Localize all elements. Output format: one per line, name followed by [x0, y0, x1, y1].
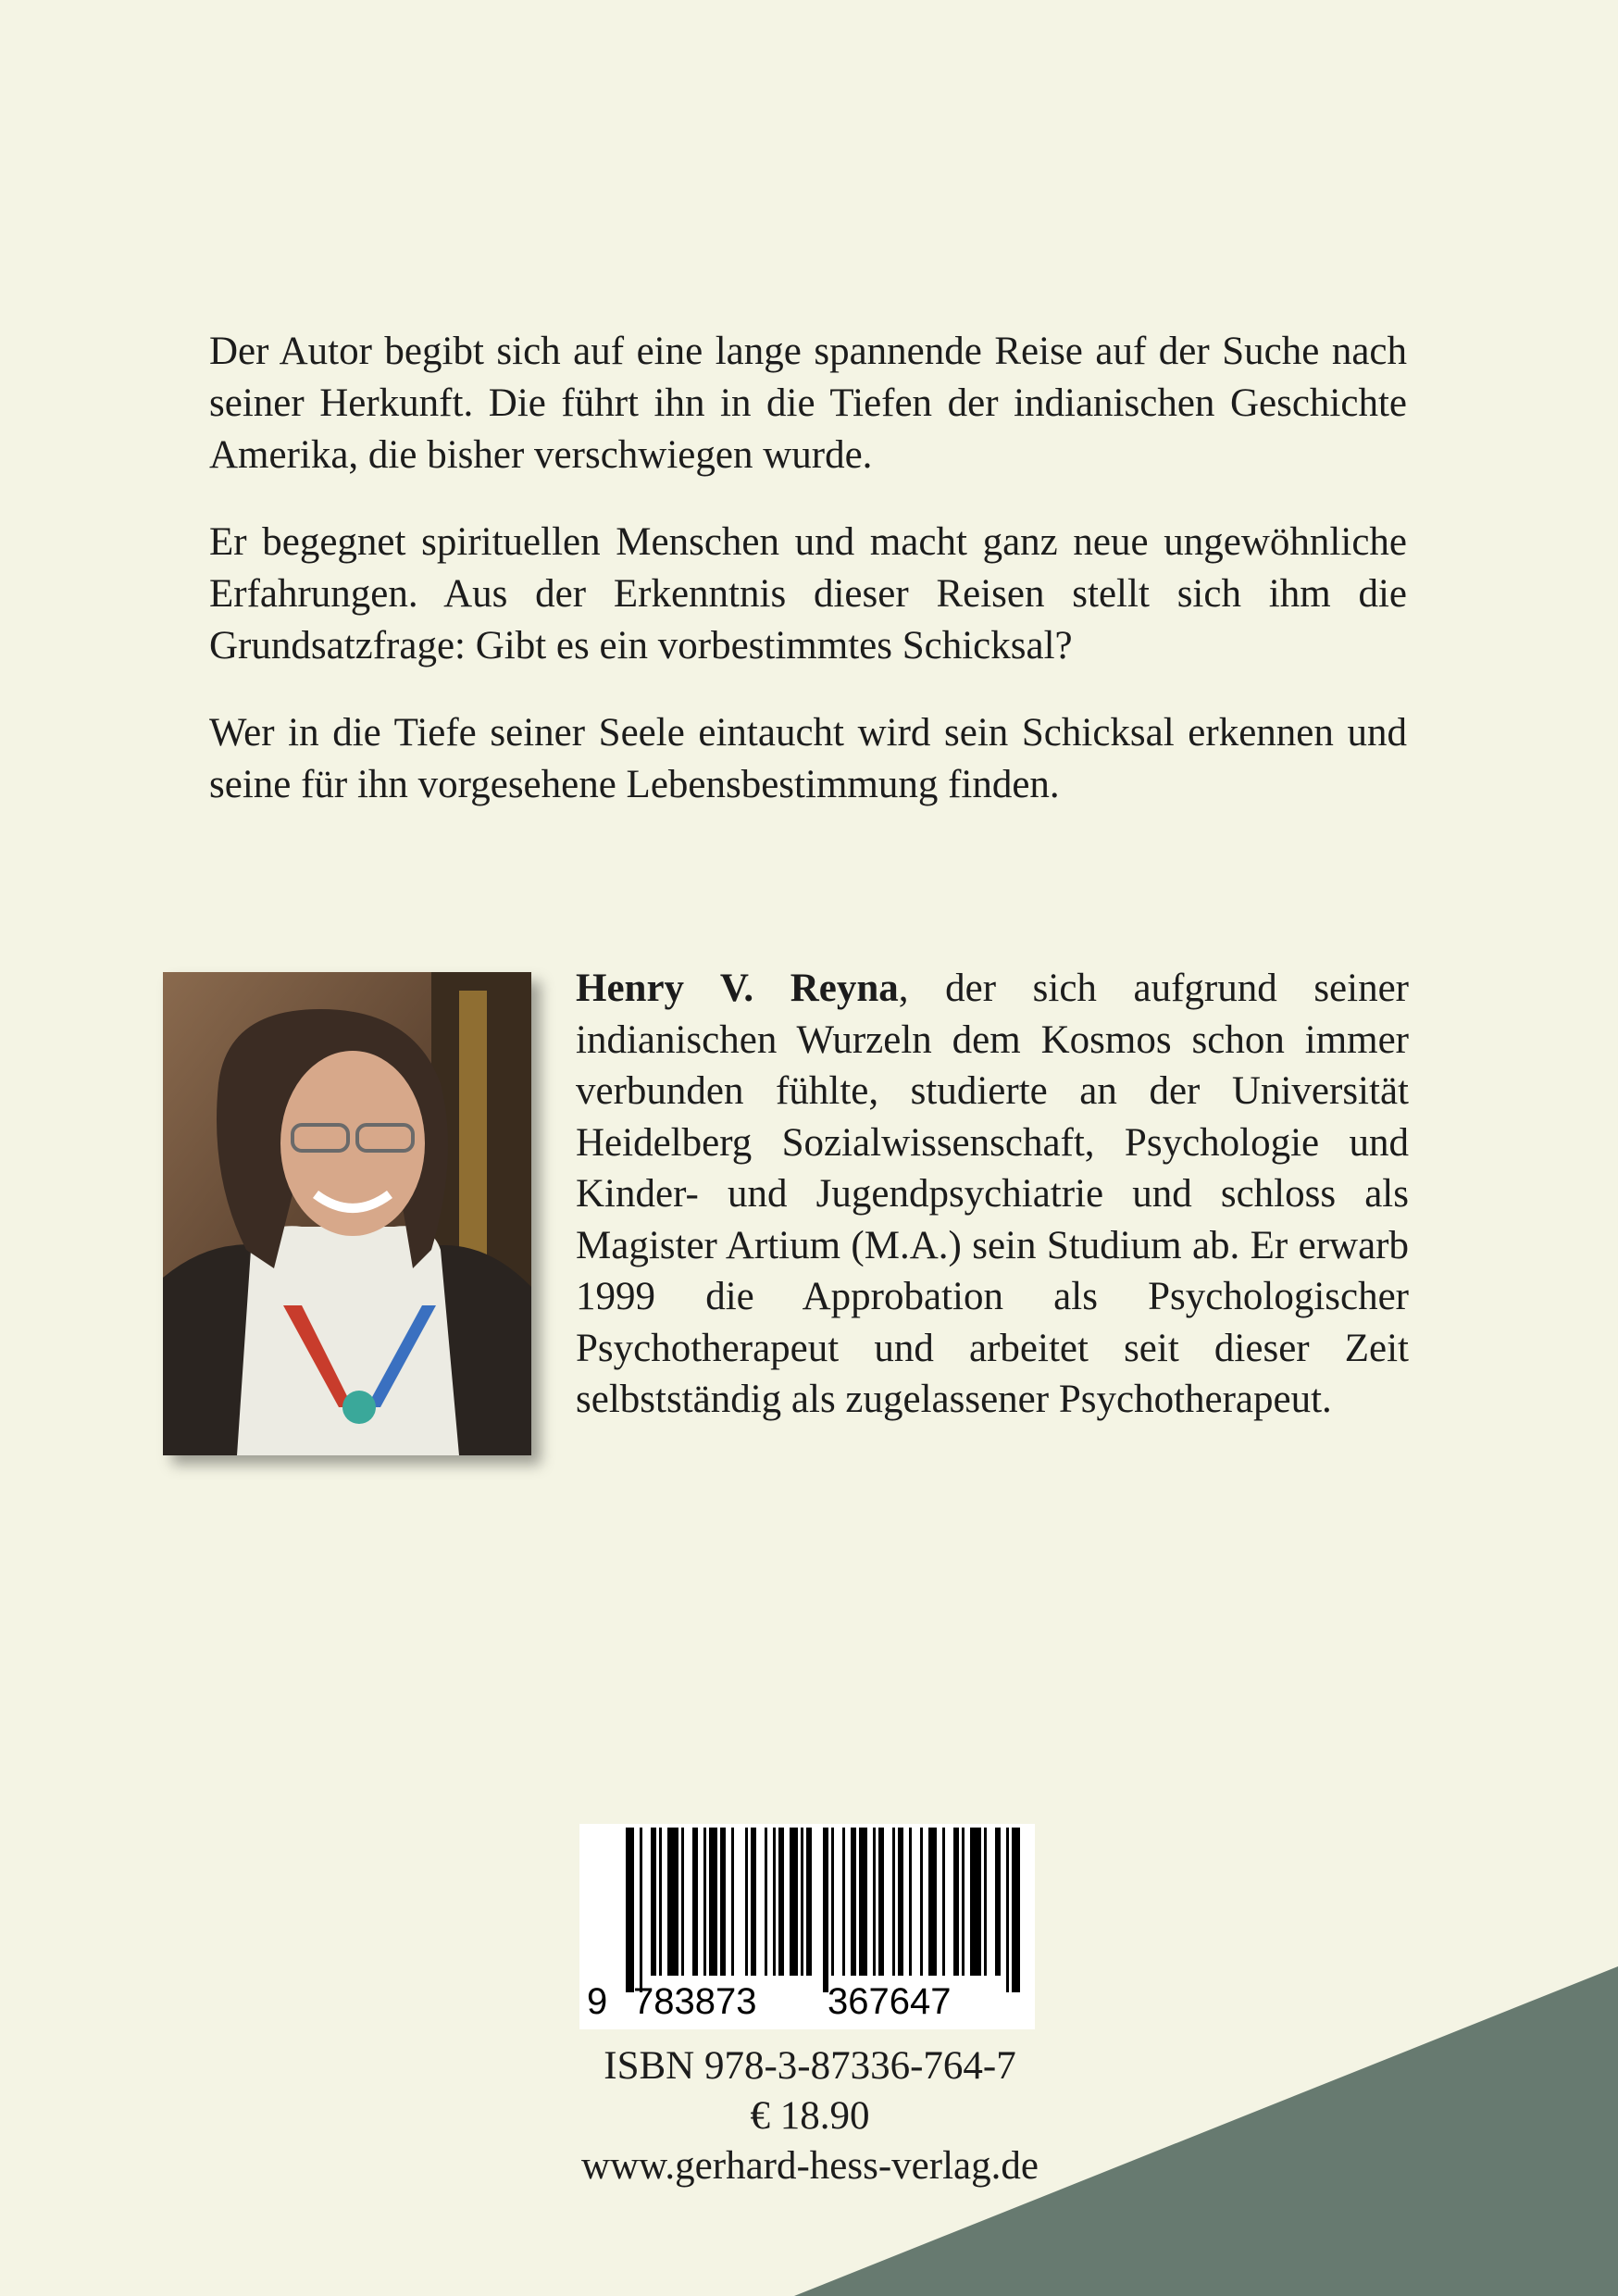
- blurb-paragraph-2: Er begegnet spirituellen Menschen und macht ganz neue ungewöhnliche Erfahrungen. Aus der Erkenntnis dieser Reisen stellt sich ihm die Grundsatzfrage: Gibt es ein vorbestimmtes Schicksal?: [209, 520, 1407, 668]
- author-photo: [163, 972, 531, 1455]
- barcode-digits-right: 367647: [828, 1981, 952, 2022]
- barcode-digits-left: 783873: [633, 1981, 757, 2022]
- blurb-paragraph-3: Wer in die Tiefe seiner Seele eintaucht wird sein Schicksal erkennen und seine für ihn vorgesehene Lebensbestimmung finden.: [209, 711, 1407, 806]
- isbn-barcode: [579, 1824, 1035, 2029]
- blurb-paragraph-1: Der Autor begibt sich auf eine lange spannende Reise auf der Suche nach seiner Herkunft. Die führt ihn in die Tiefen der indianischen Geschichte Amerika, die bisher verschwiegen wurde.: [209, 330, 1407, 477]
- blurb-text: [209, 326, 1407, 846]
- author-name: Henry V. Reyna: [576, 967, 899, 1010]
- barcode-digit-first: 9: [587, 1981, 608, 2022]
- isbn-number: ISBN 978-3-87336-764-7: [604, 2044, 1016, 2088]
- author-bio: [576, 963, 1409, 1426]
- price: € 18.90: [750, 2094, 870, 2138]
- author-bio-text: , der sich aufgrund seiner indianischen Wurzeln dem Kosmos schon immer verbunden fühlte, studierte an der Universität Heidelberg Sozialwissenschaft, Psychologie und Kinder- und Jugendpsychiatrie und schloss als Magister Artium (M.A.) sein Studium ab. Er erwarb 1999 die Approbation als Psychologischer Psychotherapeut und arbeitet seit dieser Zeit selbstständig als zugelassener Psychotherapeut.: [576, 967, 1409, 1421]
- publisher-website: www.gerhard-hess-verlag.de: [581, 2144, 1039, 2188]
